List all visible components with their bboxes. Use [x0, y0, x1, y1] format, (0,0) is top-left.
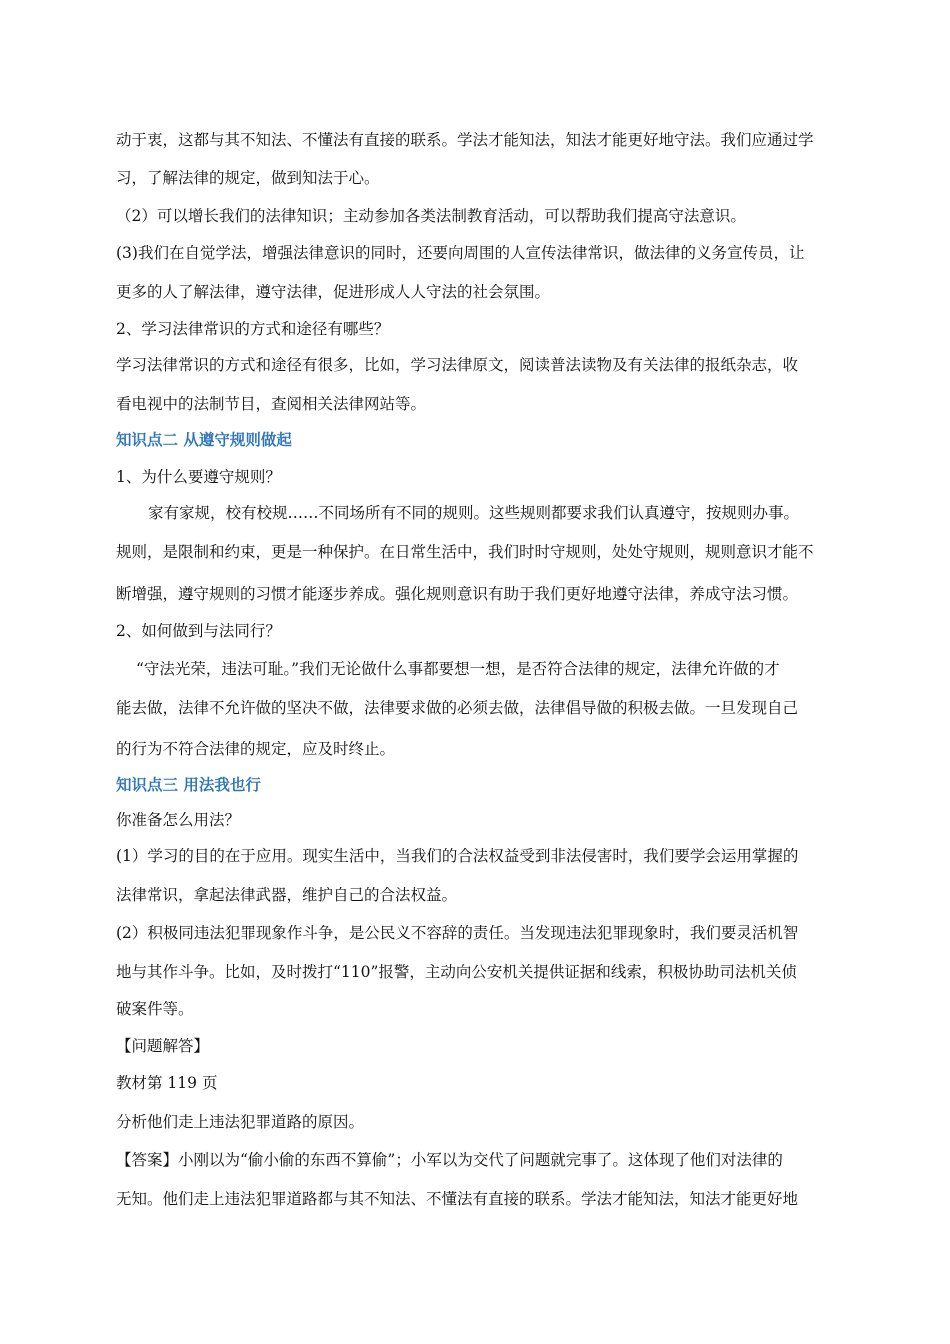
paragraph-line: 破案件等。: [116, 1000, 194, 1018]
paragraph-line: 规则，是限制和约束，更是一种保护。在日常生活中，我们时时守规则，处处守规则，规则意识才能不: [116, 543, 814, 561]
paragraph-line: 看电视中的法制节目，查阅相关法律网站等。: [116, 395, 427, 413]
paragraph-line: “守法光荣，违法可耻。”我们无论做什么事都要想一想，是否符合法律的规定，法律允许做的才: [136, 660, 780, 678]
paragraph-line: 能去做，法律不允许做的坚决不做，法律要求做的必须去做，法律倡导做的积极去做。一旦发现自己: [116, 699, 799, 717]
section-heading: 知识点二 从遵守规则做起: [116, 431, 292, 449]
answer-line: 无知。他们走上违法犯罪道路都与其不知法、不懂法有直接的联系。学法才能知法，知法才能更好地: [116, 1190, 799, 1208]
paragraph-line: 的行为不符合法律的规定，应及时终止。: [116, 740, 396, 758]
question-prompt: 分析他们走上违法犯罪道路的原因。: [116, 1113, 365, 1131]
answer-line: 【答案】小刚以为“偷小偷的东西不算偷”；小军以为交代了问题就完事了。这体现了他们对法律的: [116, 1151, 783, 1169]
paragraph-line: 动于衷，这都与其不知法、不懂法有直接的联系。学法才能知法，知法才能更好地守法。我们应通过学: [116, 131, 814, 149]
paragraph-line: 学习法律常识的方式和途径有很多，比如，学习法律原文，阅读普法读物及有关法律的报纸杂志，收: [116, 356, 799, 374]
paragraph-line: 家有家规，校有校规……不同场所有不同的规则。这些规则都要求我们认真遵守，按规则办事。: [148, 504, 800, 522]
question-heading: 2、学习法律常识的方式和途径有哪些？: [116, 320, 390, 338]
paragraph-line: (1）学习的目的在于应用。现实生活中，当我们的合法权益受到非法侵害时，我们要学会运用掌握的: [116, 847, 799, 865]
question-heading: 2、如何做到与法同行？: [116, 622, 281, 640]
paragraph-line: （2）可以增长我们的法律知识；主动参加各类法制教育活动，可以帮助我们提高守法意识。: [116, 207, 746, 225]
paragraph-line: 断增强，遵守规则的习惯才能逐步养成。强化规则意识有助于我们更好地遵守法律，养成守法习惯。: [116, 585, 799, 603]
paragraph-line: 更多的人了解法律，遵守法律，促进形成人人守法的社会氛围。: [116, 283, 551, 301]
textbook-reference: 教材第 119 页: [116, 1074, 218, 1092]
paragraph-line: (3)我们在自觉学法，增强法律意识的同时，还要向周围的人宣传法律常识，做法律的义务宣传员，让: [116, 244, 805, 262]
subheading: 【问题解答】: [116, 1037, 210, 1055]
question-heading: 1、为什么要遵守规则？: [116, 468, 281, 486]
paragraph-line: 习，了解法律的规定，做到知法于心。: [116, 169, 380, 187]
paragraph-line: 地与其作斗争。比如，及时拨打“110”报警，主动向公安机关提供证据和线索，积极协助司法机关侦: [116, 963, 797, 981]
paragraph-line: 法律常识，拿起法律武器，维护自己的合法权益。: [116, 886, 458, 904]
paragraph-line: (2）积极同违法犯罪现象作斗争，是公民义不容辞的责任。当发现违法犯罪现象时，我们要灵活机智: [116, 924, 799, 942]
section-heading: 知识点三 用法我也行: [116, 776, 261, 794]
question-heading: 你准备怎么用法？: [116, 811, 241, 829]
